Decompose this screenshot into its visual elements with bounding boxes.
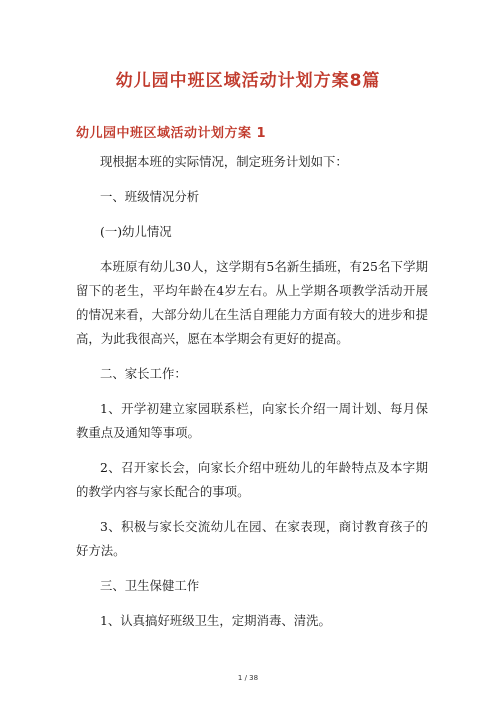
paragraph-children-info: 本班原有幼儿30人，这学期有5名新生插班，有25名下学期留下的老生，平均年龄在4岁左右。从上学期各项教学活动开展的情况来看，大部分幼儿在生活自理能力方面有较大的进步和提高，为此我很高兴，愿在本学期会有更好的提高。 [76, 259, 428, 346]
paragraph-parent-2: 2、召开家长会，向家长介绍中班幼儿的年龄特点及本字期的教学内容与家长配合的事项。 [76, 460, 428, 499]
paragraph-intro: 现根据本班的实际情况，制定班务计划如下： [100, 154, 348, 169]
heading-class-analysis: 一、班级情况分析 [100, 189, 200, 204]
subheading-children: (一)幼儿情况 [100, 224, 172, 239]
paragraph-health-1: 1、认真搞好班级卫生，定期消毒、清洗。 [100, 613, 331, 628]
paragraph-parent-3: 3、积极与家长交流幼儿在园、在家表现，商讨教育孩子的好方法。 [76, 519, 428, 558]
page-indicator: 1 / 38 [237, 674, 259, 682]
section-title: 幼儿园中班区域活动计划方案 1 [76, 126, 267, 141]
document-body [76, 150, 428, 644]
paragraph-parent-1: 1、开学初建立家园联系栏，向家长介绍一周计划、每月保教重点及通知等事项。 [76, 401, 428, 440]
heading-health-care: 三、卫生保健工作 [100, 578, 200, 593]
heading-parent-work: 二、家长工作： [100, 366, 187, 381]
document-title: 幼儿园中班区域活动计划方案8篇 [115, 71, 381, 91]
